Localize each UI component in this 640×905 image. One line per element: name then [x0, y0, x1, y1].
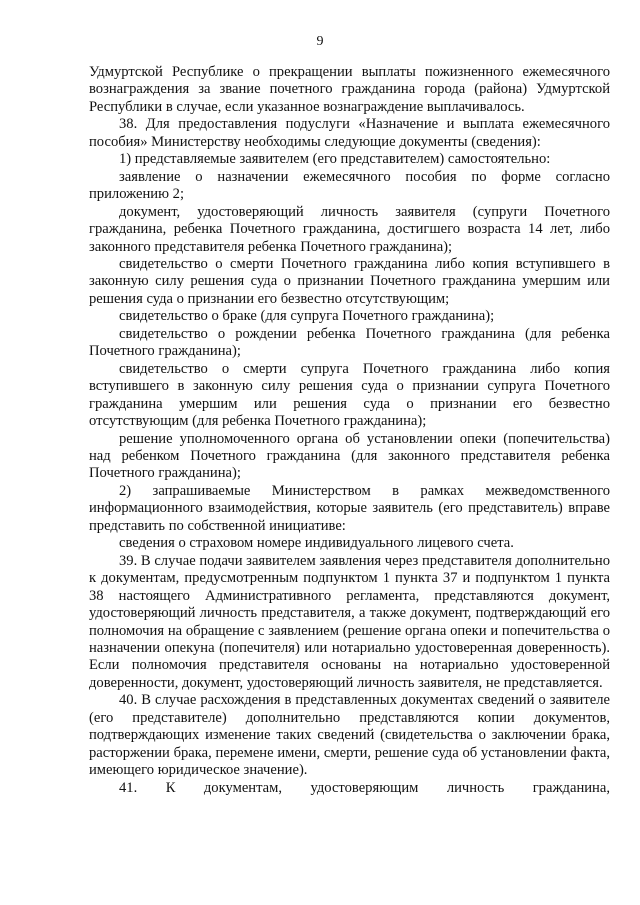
paragraph: сведения о страховом номере индивидуального лицевого счета. [119, 535, 514, 552]
paragraph: 39. В случае подачи заявителем заявления через представителя дополнительно к документам, предусмотренным подпунктом 1 пункта 37 и подпунктом 1 пункта 38 настоящего Административного регламента, представляются документ, удостоверяющий личность представителя, а также документ, подтверждающий его полномочия на обращение с заявлением (решение органа опеки и попечительства о назначении опекуна (попечителя) или нотариально удостоверенная доверенность). Если полномочия представителя основаны на нотариально удостоверенной доверенности, документ, удостоверяющий личность заявителя, не представляется. [89, 552, 610, 691]
paragraph: 41. К документам, удостоверяющим личность гражданина, [119, 779, 610, 796]
paragraph: 1) представляемые заявителем (его представителем) самостоятельно: [119, 151, 551, 168]
paragraph: 40. В случае расхождения в представленных документах сведений о заявителе (его представителе) дополнительно представляются копии документов, подтверждающих изменение таких сведений (свидетельства о заключении брака, расторжении брака, перемене имени, смерти, решение суда об установлении факта, имеющего юридическое значение). [89, 692, 610, 779]
paragraph: свидетельство о браке (для супруга Почетного гражданина); [119, 308, 495, 325]
paragraph: документ, удостоверяющий личность заявителя (супруги Почетного гражданина, ребенка Почетного гражданина, достигшего возраста 14 лет, либо законного представителя ребенка Почетного гражданина); [89, 203, 610, 255]
paragraph: свидетельство о смерти супруга Почетного гражданина либо копия вступившего в законную силу решения суда о признании супруга Почетного гражданина умершим или решения суда о признании его безвестно отсутствующим (для ребенка Почетного гражданина); [89, 360, 610, 430]
paragraph: заявление о назначении ежемесячного пособия по форме согласно приложению 2; [89, 168, 610, 203]
page-number: 9 [316, 34, 324, 49]
paragraph: свидетельство о смерти Почетного гражданина либо копия вступившего в законную силу решения суда о признании Почетного гражданина умершим или решения суда о признании его безвестно отсутствующим; [89, 255, 610, 307]
paragraph: 38. Для предоставления подуслуги «Назначение и выплата ежемесячного пособия» Министерству необходимы следующие документы (сведения): [89, 116, 610, 150]
paragraph: 2) запрашиваемые Министерством в рамках межведомственного информационного взаимодействия, которые заявитель (его представитель) вправе представить по собственной инициативе: [89, 482, 610, 534]
paragraph: свидетельство о рождении ребенка Почетного гражданина (для ребенка Почетного гражданина); [89, 325, 610, 360]
paragraph: решение уполномоченного органа об установлении опеки (попечительства) над ребенком Почетного гражданина (для законного представителя ребенка Почетного гражданина); [89, 430, 610, 482]
document-body [89, 64, 610, 797]
paragraph: Удмуртской Республике о прекращении выплаты пожизненного ежемесячного вознаграждения за звание почетного гражданина города (района) Удмуртской Республики в случае, если указанное вознаграждение выплачивалось. [89, 64, 610, 115]
